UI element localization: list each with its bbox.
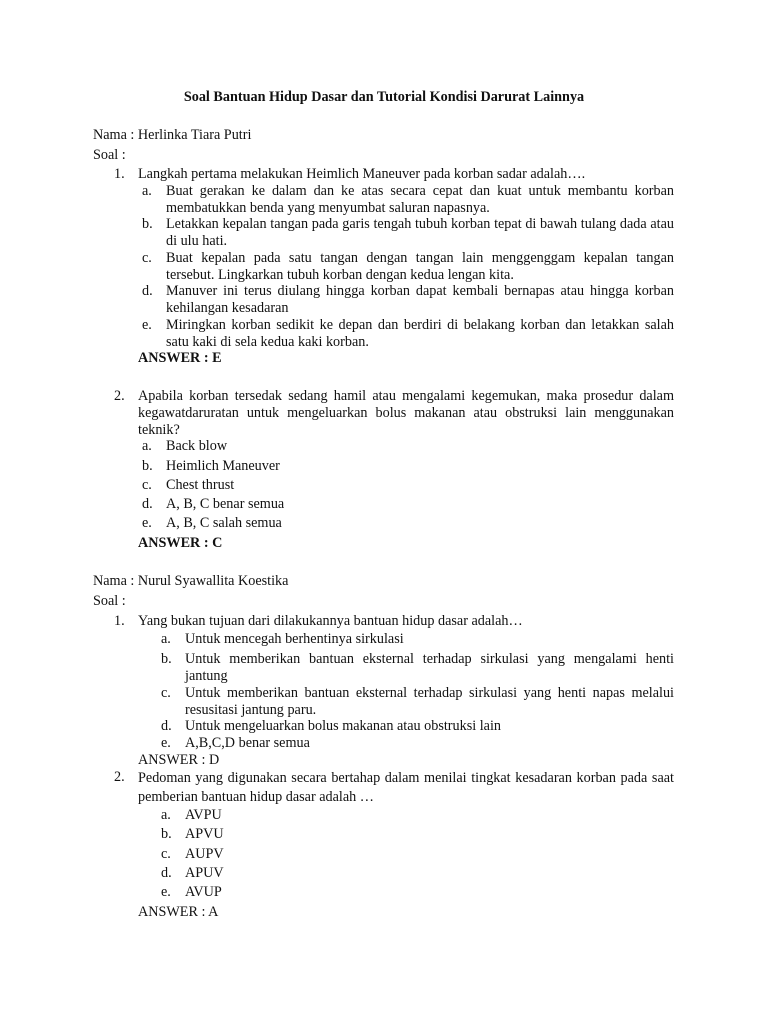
option-letter: d.	[161, 865, 172, 881]
question-number: 2.	[114, 769, 125, 785]
student-name: Nama : Herlinka Tiara Putri	[93, 127, 252, 143]
option-text: Untuk mengeluarkan bolus makanan atau obstruksi lain	[185, 718, 501, 734]
student-name: Nama : Nurul Syawallita Koestika	[93, 573, 289, 589]
option-text: Chest thrust	[166, 477, 235, 493]
question-text: Langkah pertama melakukan Heimlich Maneuver pada korban sadar adalah….	[138, 166, 586, 182]
option-text: A,B,C,D benar semua	[185, 735, 310, 751]
option-letter: d.	[142, 283, 153, 299]
question-text: Yang bukan tujuan dari dilakukannya bantuan hidup dasar adalah…	[138, 613, 523, 629]
option-letter: a.	[161, 807, 171, 823]
option-letter: c.	[161, 685, 171, 701]
answer: ANSWER : C	[138, 535, 223, 551]
option-text: Back blow	[166, 438, 228, 454]
question-number: 2.	[114, 388, 125, 404]
option-letter: a.	[142, 438, 152, 454]
option-text: APUV	[185, 865, 224, 881]
question-text: Pedoman yang digunakan secara bertahap dalam menilai tingkat kesadaran korban pada saat pemberian bantuan hidup dasar adalah …	[138, 770, 674, 805]
option-letter: c.	[161, 846, 171, 862]
option-text: Manuver ini terus diulang hingga korban dapat kembali bernapas atau hingga korban kehilangan kesadaran	[166, 283, 674, 316]
option-letter: c.	[142, 250, 152, 266]
option-text: Untuk mencegah berhentinya sirkulasi	[185, 631, 404, 647]
option-text: Miringkan korban sedikit ke depan dan berdiri di belakang korban dan letakkan salah satu kaki di sela kedua kaki korban.	[166, 317, 674, 350]
option-letter: e.	[161, 735, 171, 751]
option-text: APVU	[185, 826, 224, 842]
question-number: 1.	[114, 166, 125, 182]
option-letter: d.	[161, 718, 172, 734]
option-text: AVUP	[185, 884, 222, 900]
document-title: Soal Bantuan Hidup Dasar dan Tutorial Kondisi Darurat Lainnya	[183, 89, 585, 105]
question-number: 1.	[114, 613, 125, 629]
option-letter: e.	[142, 317, 152, 333]
answer: ANSWER : A	[138, 904, 219, 920]
answer: ANSWER : D	[138, 752, 220, 768]
option-letter: e.	[142, 515, 152, 531]
option-text: Untuk memberikan bantuan eksternal terhadap sirkulasi yang henti napas melalui resusitasi jantung paru.	[185, 685, 674, 718]
option-letter: e.	[161, 884, 171, 900]
option-letter: b.	[142, 458, 153, 474]
option-text: Buat gerakan ke dalam dan ke atas secara cepat dan kuat untuk membantu korban membatukkan benda yang menyumbat saluran napasnya.	[166, 183, 674, 216]
option-letter: a.	[161, 631, 171, 647]
question-text: Apabila korban tersedak sedang hamil atau mengalami kegemukan, maka prosedur dalam kegawatdaruratan untuk mengeluarkan bolus makanan atau obstruksi lain menggunakan teknik?	[138, 388, 674, 438]
option-letter: c.	[142, 477, 152, 493]
answer: ANSWER : E	[138, 350, 222, 366]
option-text: Untuk memberikan bantuan eksternal terhadap sirkulasi yang mengalami henti jantung	[185, 651, 674, 684]
option-text: Heimlich Maneuver	[166, 458, 280, 474]
option-text: AVPU	[185, 807, 222, 823]
option-text: A, B, C salah semua	[166, 515, 282, 531]
option-letter: a.	[142, 183, 152, 199]
option-letter: d.	[142, 496, 153, 512]
option-letter: b.	[161, 826, 172, 842]
option-letter: b.	[142, 216, 153, 232]
soal-label: Soal :	[93, 147, 126, 163]
option-letter: b.	[161, 651, 172, 667]
option-text: AUPV	[185, 846, 224, 862]
option-text: Letakkan kepalan tangan pada garis tengah tubuh korban tepat di bawah tulang dada atau di ulu hati.	[166, 216, 674, 249]
option-text: Buat kepalan pada satu tangan dengan tangan lain menggenggam kepalan tangan tersebut. Lingkarkan tubuh korban dengan kedua lengan kita.	[166, 250, 674, 283]
soal-label: Soal :	[93, 593, 126, 609]
option-text: A, B, C benar semua	[166, 496, 285, 512]
